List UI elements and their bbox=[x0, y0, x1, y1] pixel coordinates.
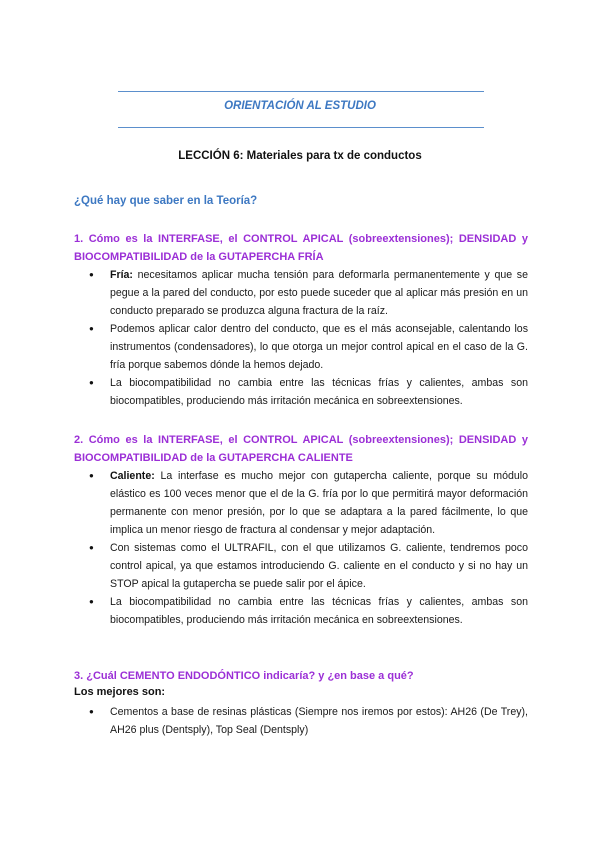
list-item bbox=[110, 539, 528, 593]
bullet-lead: Fría: bbox=[110, 269, 133, 281]
section3-bullet-list bbox=[110, 703, 528, 739]
header-top-rule bbox=[118, 91, 484, 92]
section1-bullet-list bbox=[110, 266, 528, 410]
list-item bbox=[110, 374, 528, 410]
section2-title-line1: 2. Cómo es la INTERFASE, el CONTROL APICAL (sobreextensiones); DENSIDAD y bbox=[74, 434, 528, 446]
section3-title-text: 3. ¿Cuál CEMENTO ENDODÓNTICO indicaría? y ¿en base a qué? bbox=[74, 670, 414, 682]
section2-title bbox=[74, 431, 528, 467]
list-item bbox=[110, 266, 528, 320]
section1-title-line2: BIOCOMPATIBILIDAD de la GUTAPERCHA FRÍA bbox=[74, 251, 324, 263]
bullet-text: necesitamos aplicar mucha tensión para deformarla permanentemente y que se pegue a la pared del conducto, por esto puede suceder que al aplicar más presión en un conducto preparado se produzca alguna fractura de la raíz. bbox=[110, 269, 528, 317]
list-item bbox=[110, 467, 528, 539]
list-item bbox=[110, 703, 528, 739]
lesson-title: LECCIÓN 6: Materiales para tx de conductos bbox=[178, 150, 422, 162]
bullet-text: Cementos a base de resinas plásticas (Siempre nos iremos por estos): AH26 (De Trey), AH26 plus (Dentsply), Top Seal (Dentsply) bbox=[110, 706, 528, 736]
section1-title bbox=[74, 230, 528, 266]
bullet-text: La interfase es mucho mejor con gutapercha caliente, porque su módulo elástico es 100 veces menor que el de la G. fría por lo que permitirá mayor deformación permanente con menor presión, por lo que se adaptara a la pared fácilmente, lo que implica un menor riesgo de fractura al condensar y mejor adaptación. bbox=[110, 470, 528, 536]
section1-title-line1: 1. Cómo es la INTERFASE, el CONTROL APICAL (sobreextensiones); DENSIDAD y bbox=[74, 233, 528, 245]
list-item bbox=[110, 593, 528, 629]
theory-heading: ¿Qué hay que saber en la Teoría? bbox=[74, 195, 258, 207]
list-item bbox=[110, 320, 528, 374]
section2-title-line2: BIOCOMPATIBILIDAD de la GUTAPERCHA CALIENTE bbox=[74, 452, 353, 464]
bullet-text: La biocompatibilidad no cambia entre las técnicas frías y calientes, ambas son biocompatibles, produciendo más irritación mecánica en sobreextensiones. bbox=[110, 596, 528, 626]
bullet-text: La biocompatibilidad no cambia entre las técnicas frías y calientes, ambas son biocompatibles, produciendo más irritación mecánica en sobreextensiones. bbox=[110, 377, 528, 407]
header-title: ORIENTACIÓN AL ESTUDIO bbox=[224, 100, 376, 112]
bullet-text: Podemos aplicar calor dentro del conducto, que es el más aconsejable, calentando los instrumentos (condensadores), lo que otorga un mejor control apical en el caso de la G. fría porque sabemos dónde la hemos dejado. bbox=[110, 323, 528, 371]
bullet-lead: Caliente: bbox=[110, 470, 155, 482]
bullet-text: Con sistemas como el ULTRAFIL, con el que utilizamos G. caliente, tendremos poco control apical, ya que estamos introduciendo G. caliente en el conducto y si no hay un STOP apical la gutapercha se puede salir por el ápice. bbox=[110, 542, 528, 590]
section2-bullet-list bbox=[110, 467, 528, 629]
header-bottom-rule bbox=[118, 127, 484, 128]
section3-title bbox=[74, 667, 528, 685]
section3-subheading: Los mejores son: bbox=[74, 686, 166, 698]
